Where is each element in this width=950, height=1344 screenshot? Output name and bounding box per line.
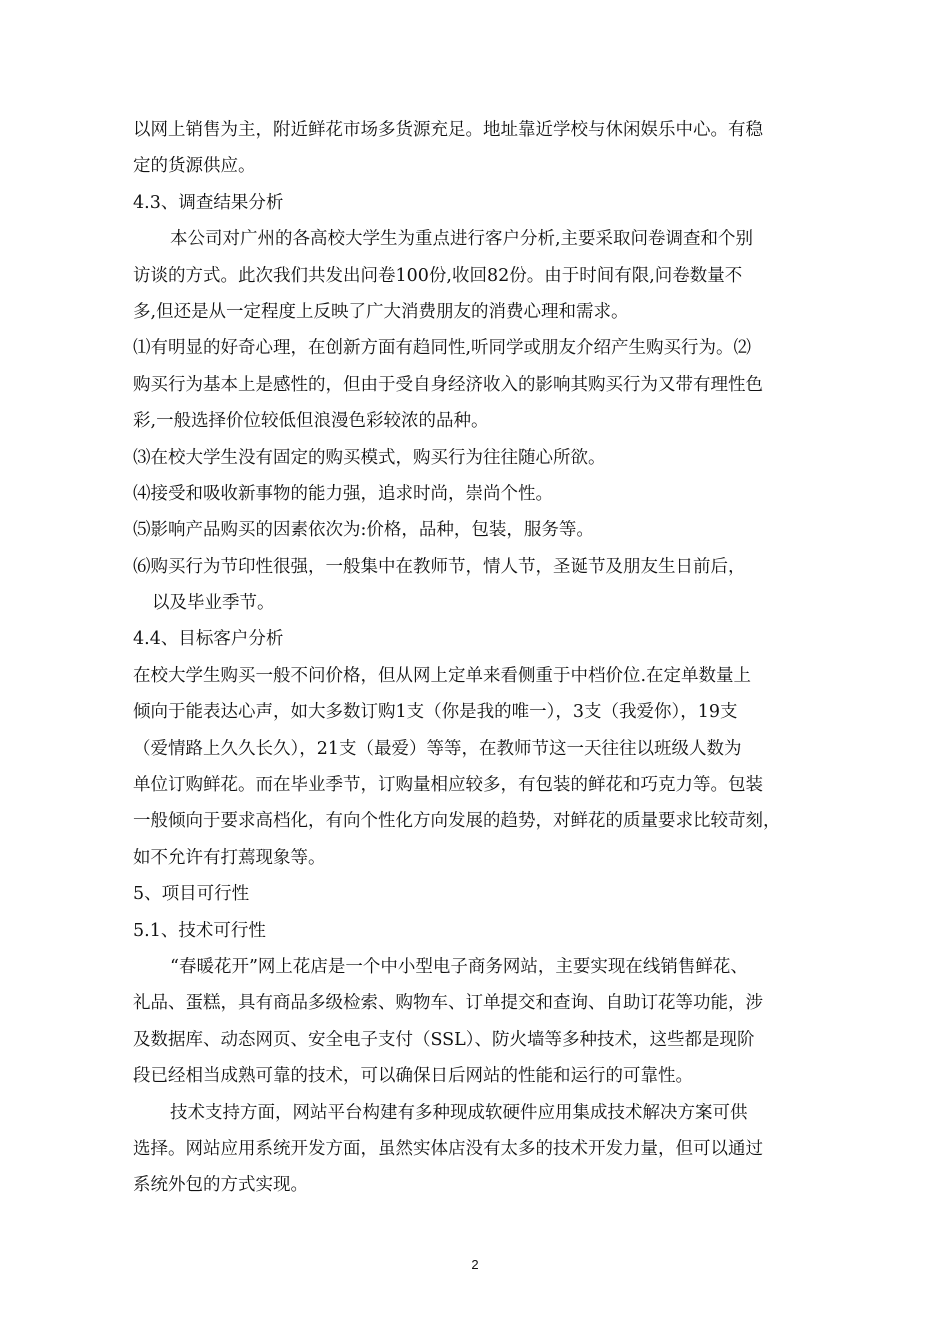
text-line: 多,但还是从一定程度上反映了广大消费朋友的消费心理和需求。 xyxy=(133,301,629,322)
text-line: 技术支持方面，网站平台构建有多种现成软硬件应用集成技术解决方案可供 xyxy=(170,1102,748,1123)
text-line: 定的货源供应。 xyxy=(133,156,256,177)
section-heading: 4.4、目标客户分析 xyxy=(133,629,284,650)
text-line: 及数据库、动态网页、安全电子支付（SSL）、防火墙等多种技术，这些都是现阶 xyxy=(133,1029,755,1050)
list-item: ⑸影响产品购买的因素依次为:价格，品种，包装，服务等。 xyxy=(133,520,594,541)
section-heading: 4.3、调查结果分析 xyxy=(133,192,284,213)
text-line: 礼品、蛋糕，具有商品多级检索、购物车、订单提交和查询、自助订花等功能，涉 xyxy=(133,993,763,1014)
text-line: 在校大学生购买一般不问价格，但从网上定单来看侧重于中档价位.在定单数量上 xyxy=(133,665,752,686)
text-line: 一般倾向于要求高档化，有向个性化方向发展的趋势，对鲜花的质量要求比较苛刻， xyxy=(133,811,781,832)
section-heading: 5.1、技术可行性 xyxy=(133,920,266,941)
text-line: 选择。网站应用系统开发方面，虽然实体店没有太多的技术开发力量，但可以通过 xyxy=(133,1138,763,1159)
text-line: 倾向于能表达心声，如大多数订购1支（你是我的唯一），3支（我爱你），19支 xyxy=(133,702,738,723)
list-item: ⑶在校大学生没有固定的购买模式，购买行为往往随心所欲。 xyxy=(133,447,606,468)
text-line: 系统外包的方式实现。 xyxy=(133,1175,308,1196)
list-item: ⑷接受和吸收新事物的能力强，追求时尚，崇尚个性。 xyxy=(133,483,553,504)
page-number: 2 xyxy=(471,1257,479,1272)
text-line: 段已经相当成熟可靠的技术，可以确保日后网站的性能和运行的可靠性。 xyxy=(133,1066,693,1087)
text-line: 访谈的方式。此次我们共发出问卷100份,收回82份。由于时间有限,问卷数量不 xyxy=(133,265,743,286)
text-line: 购买行为基本上是感性的，但由于受自身经济收入的影响其购买行为又带有理性色 xyxy=(133,374,763,395)
list-item: ⑹购买行为节印性很强，一般集中在教师节，情人节，圣诞节及朋友生日前后， xyxy=(133,556,746,577)
text-line: 以网上销售为主，附近鲜花市场多货源充足。地址靠近学校与休闲娱乐中心。有稳 xyxy=(133,120,763,140)
text-line: 本公司对广州的各高校大学生为重点进行客户分析,主要采取问卷调查和个别 xyxy=(170,229,754,250)
text-line: “春暖花开”网上花店是一个中小型电子商务网站，主要实现在线销售鲜花、 xyxy=(170,956,748,977)
section-heading: 5、项目可行性 xyxy=(133,884,250,905)
text-line: 单位订购鲜花。而在毕业季节，订购量相应较多，有包装的鲜花和巧克力等。包装 xyxy=(133,775,763,796)
list-item: ⑴有明显的好奇心理，在创新方面有趋同性,听同学或朋友介绍产生购买行为。⑵ xyxy=(133,338,752,359)
text-line: 以及毕业季节。 xyxy=(152,593,275,614)
text-line: 彩,一般选择价位较低但浪漫色彩较浓的品种。 xyxy=(133,411,489,432)
text-line: 如不允许有打蔫现象等。 xyxy=(133,847,326,868)
document-body xyxy=(133,112,833,1204)
text-line: （爱情路上久久长久），21支（最爱）等等，在教师节这一天往往以班级人数为 xyxy=(133,738,742,759)
